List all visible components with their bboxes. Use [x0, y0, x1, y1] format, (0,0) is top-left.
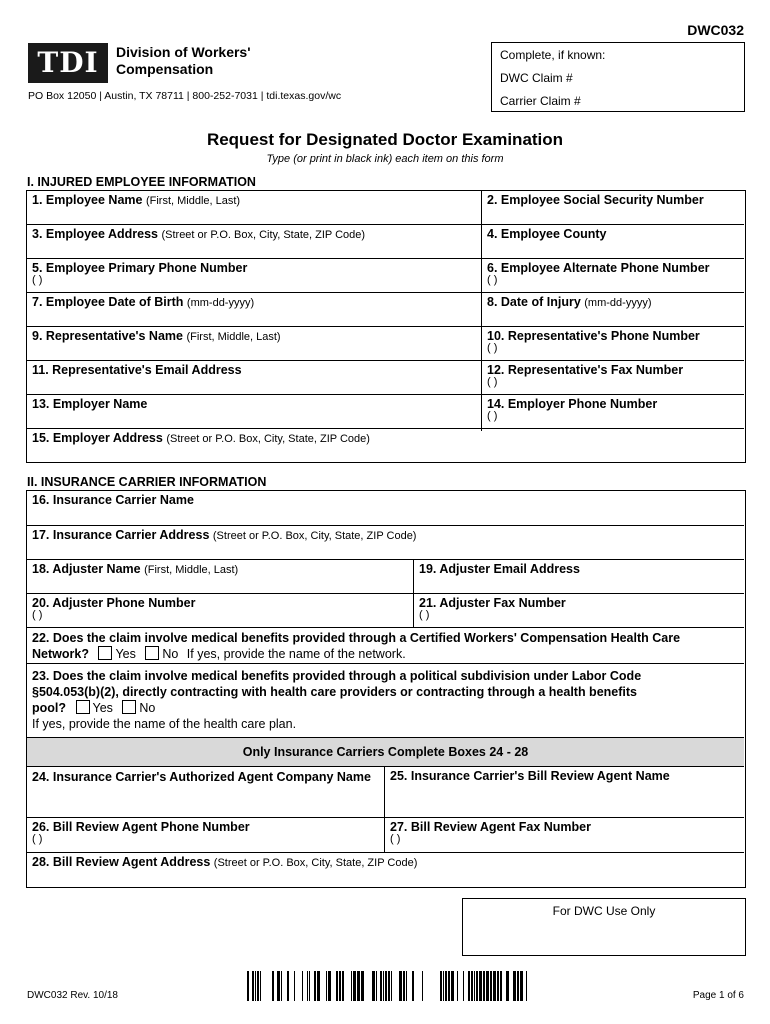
phone-blank: ( ) — [32, 609, 43, 621]
barcode-bar — [483, 971, 485, 1001]
form-revision: DWC032 Rev. 10/18 — [27, 990, 118, 1001]
question-22-certified-network — [27, 628, 744, 664]
insurance-carrier-name-field[interactable] — [27, 491, 744, 526]
field-label: 9. Representative's Name — [32, 329, 183, 343]
field-label: 16. Insurance Carrier Name — [32, 493, 194, 507]
no-label: No — [162, 647, 179, 661]
barcode-bar — [388, 971, 390, 1001]
barcode-bar — [287, 971, 289, 1001]
page-subtitle: Type (or print in black ink) each item on this form — [266, 153, 504, 165]
employer-name-field[interactable] — [27, 395, 481, 429]
form-id: DWC032 — [687, 22, 744, 38]
q22-no-checkbox[interactable] — [145, 646, 159, 660]
field-label: 12. Representative's Fax Number — [487, 363, 684, 377]
field-label: 13. Employer Name — [32, 397, 148, 411]
question-23-political-subdivision — [27, 664, 744, 738]
barcode-bar — [255, 971, 256, 1001]
adjuster-email-field[interactable] — [413, 560, 744, 594]
barcode-bar — [281, 971, 282, 1001]
employee-county-field[interactable] — [482, 225, 744, 259]
carriers-only-banner: Only Insurance Carriers Complete Boxes 24 - 28 — [27, 738, 744, 767]
barcode-bar — [406, 971, 407, 1001]
barcode-bar — [520, 971, 523, 1001]
field-hint: (Street or P.O. Box, City, State, ZIP Code) — [212, 530, 417, 542]
yes-label: Yes — [92, 701, 113, 715]
barcode-bar — [317, 971, 320, 1001]
barcode-bar — [336, 971, 338, 1001]
barcode-bar — [448, 971, 450, 1001]
barcode-bar — [486, 971, 489, 1001]
dwc-use-only-box: For DWC Use Only — [462, 898, 746, 956]
question-23-line-2: §504.053(b)(2), directly contracting with health care providers or contracting through a health benefits — [32, 685, 637, 699]
field-label: 15. Employer Address — [32, 431, 163, 445]
bill-review-agent-name-field[interactable] — [384, 767, 744, 818]
barcode-bar — [493, 971, 496, 1001]
section-1-frame — [26, 190, 746, 463]
barcode-icon — [247, 971, 527, 1001]
adjuster-fax-field[interactable] — [413, 594, 744, 628]
barcode-bar — [403, 971, 405, 1001]
field-label: 8. Date of Injury — [487, 295, 581, 309]
claim-number-box — [491, 42, 745, 112]
date-of-injury-field[interactable] — [482, 293, 744, 327]
barcode-bar — [361, 971, 364, 1001]
field-label: 4. Employee County — [487, 227, 607, 241]
barcode-bar — [342, 971, 344, 1001]
barcode-bar — [328, 971, 331, 1001]
adjuster-phone-field[interactable] — [27, 594, 413, 628]
barcode-bar — [257, 971, 259, 1001]
field-hint: (mm-dd-yyyy) — [186, 297, 255, 309]
barcode-bar — [497, 971, 499, 1001]
barcode-bar — [309, 971, 310, 1001]
field-label: 14. Employer Phone Number — [487, 397, 658, 411]
phone-blank: ( ) — [419, 609, 430, 621]
question-22-network: Network? — [32, 647, 89, 661]
barcode-bar — [451, 971, 454, 1001]
barcode-bar — [412, 971, 414, 1001]
field-label: 17. Insurance Carrier Address — [32, 528, 210, 542]
no-label: No — [139, 701, 156, 715]
barcode-bar — [326, 971, 327, 1001]
barcode-bar — [468, 971, 470, 1001]
barcode-bar — [471, 971, 473, 1001]
barcode-bar — [457, 971, 458, 1001]
barcode-bar — [399, 971, 402, 1001]
barcode-bar — [260, 971, 261, 1001]
barcode-bar — [314, 971, 316, 1001]
question-22-followup: If yes, provide the name of the network. — [186, 647, 406, 661]
field-label: 6. Employee Alternate Phone Number — [487, 261, 710, 275]
employee-primary-phone-field[interactable] — [27, 259, 481, 293]
phone-blank: ( ) — [487, 410, 498, 422]
phone-blank: ( ) — [487, 376, 498, 388]
barcode-bar — [440, 971, 442, 1001]
field-label: 27. Bill Review Agent Fax Number — [390, 820, 591, 834]
employee-alternate-phone-field[interactable] — [482, 259, 744, 293]
field-hint: (Street or P.O. Box, City, State, ZIP Code) — [161, 229, 366, 241]
barcode-bar — [376, 971, 377, 1001]
barcode-bar — [500, 971, 502, 1001]
representative-phone-field[interactable] — [482, 327, 744, 361]
field-label: 25. Insurance Carrier's Bill Review Agent Name — [390, 769, 670, 783]
phone-blank: ( ) — [32, 274, 43, 286]
bill-review-agent-fax-field[interactable] — [384, 818, 744, 853]
yes-label: Yes — [115, 647, 136, 661]
field-label: 5. Employee Primary Phone Number — [32, 261, 248, 275]
field-label: 19. Adjuster Email Address — [419, 562, 580, 576]
page-title: Request for Designated Doctor Examination — [206, 130, 564, 149]
employer-address-field[interactable] — [27, 429, 744, 462]
section-1-heading: I. INJURED EMPLOYEE INFORMATION — [27, 175, 256, 189]
section-2-heading: II. INSURANCE CARRIER INFORMATION — [27, 475, 267, 489]
bill-review-agent-address-field[interactable] — [27, 853, 744, 886]
barcode-bar — [476, 971, 478, 1001]
field-label: 2. Employee Social Security Number — [487, 193, 704, 207]
barcode-bar — [490, 971, 492, 1001]
barcode-bar — [506, 971, 509, 1001]
division-line-1: Division of Workers' — [116, 44, 251, 60]
employee-name-field[interactable] — [27, 191, 481, 225]
section-2-frame — [26, 490, 746, 888]
field-hint: (Street or P.O. Box, City, State, ZIP Code) — [213, 857, 418, 869]
dwc-claim-field[interactable]: DWC Claim # — [500, 71, 573, 85]
q23-no-checkbox[interactable] — [122, 700, 136, 714]
barcode-bar — [307, 971, 308, 1001]
employee-ssn-field[interactable] — [482, 191, 744, 225]
barcode-bar — [277, 971, 280, 1001]
field-label: 24. Insurance Carrier's Authorized Agent Company Name — [32, 770, 371, 784]
insurance-carrier-address-field[interactable] — [27, 526, 744, 560]
phone-blank: ( ) — [487, 342, 498, 354]
representative-fax-field[interactable] — [482, 361, 744, 395]
field-label: 20. Adjuster Phone Number — [32, 596, 196, 610]
employee-address-field[interactable] — [27, 225, 481, 259]
barcode-bar — [357, 971, 360, 1001]
bill-review-agent-phone-field[interactable] — [27, 818, 384, 853]
barcode-bar — [391, 971, 392, 1001]
division-line-2: Compensation — [116, 61, 214, 77]
barcode-bar — [252, 971, 254, 1001]
barcode-bar — [353, 971, 356, 1001]
field-label: 3. Employee Address — [32, 227, 158, 241]
field-label: 11. Representative's Email Address — [32, 363, 242, 377]
field-label: 21. Adjuster Fax Number — [419, 596, 566, 610]
q22-yes-checkbox[interactable] — [98, 646, 112, 660]
barcode-bar — [380, 971, 382, 1001]
question-23-pool: pool? — [32, 701, 67, 715]
phone-blank: ( ) — [390, 833, 401, 845]
q23-yes-checkbox[interactable] — [76, 700, 90, 714]
question-23-line-1: 23. Does the claim involve medical benefits provided through a political subdivision under Labor Code — [32, 669, 642, 683]
barcode-bar — [302, 971, 303, 1001]
barcode-bar — [443, 971, 444, 1001]
barcode-bar — [474, 971, 475, 1001]
barcode-bar — [383, 971, 384, 1001]
employee-dob-field[interactable] — [27, 293, 481, 327]
field-label: 18. Adjuster Name — [32, 562, 141, 576]
question-23-followup: If yes, provide the name of the health care plan. — [32, 717, 297, 731]
claim-box-heading: Complete, if known: — [500, 48, 606, 62]
field-label: 1. Employee Name — [32, 193, 143, 207]
barcode-bar — [385, 971, 387, 1001]
field-label: 7. Employee Date of Birth — [32, 295, 184, 309]
barcode-bar — [526, 971, 527, 1001]
barcode-bar — [351, 971, 352, 1001]
barcode-bar — [422, 971, 423, 1001]
page-number: Page 1 of 6 — [692, 990, 744, 1001]
representative-name-field[interactable] — [27, 327, 481, 361]
adjuster-name-field[interactable] — [27, 560, 413, 594]
field-label: 26. Bill Review Agent Phone Number — [32, 820, 250, 834]
field-label: 10. Representative's Phone Number — [487, 329, 700, 343]
agency-address: PO Box 12050 | Austin, TX 78711 | 800-252-7031 | tdi.texas.gov/wc — [28, 90, 342, 102]
tdi-logo: TDI — [28, 43, 108, 83]
division-name — [116, 44, 251, 78]
barcode-bar — [372, 971, 375, 1001]
field-hint: (First, Middle, Last) — [145, 195, 241, 207]
phone-blank: ( ) — [487, 274, 498, 286]
barcode-bar — [339, 971, 341, 1001]
field-hint: (First, Middle, Last) — [144, 564, 239, 576]
barcode-bar — [445, 971, 447, 1001]
barcode-bar — [513, 971, 516, 1001]
barcode-bar — [463, 971, 464, 1001]
carrier-claim-field[interactable]: Carrier Claim # — [500, 94, 581, 108]
barcode-bar — [272, 971, 274, 1001]
field-hint: (First, Middle, Last) — [186, 331, 281, 343]
employer-phone-field[interactable] — [482, 395, 744, 429]
representative-email-field[interactable] — [27, 361, 481, 395]
field-hint: (mm-dd-yyyy) — [584, 297, 652, 309]
barcode-bar — [247, 971, 249, 1001]
barcode-bar — [479, 971, 482, 1001]
field-hint: (Street or P.O. Box, City, State, ZIP Code) — [166, 433, 370, 445]
phone-blank: ( ) — [32, 833, 43, 845]
question-22-text: 22. Does the claim involve medical benefits provided through a Certified Workers' Compensation Health Care — [32, 631, 681, 645]
barcode-bar — [517, 971, 519, 1001]
authorized-agent-company-field[interactable] — [27, 767, 384, 818]
field-label: 28. Bill Review Agent Address — [32, 855, 211, 869]
barcode-bar — [294, 971, 295, 1001]
